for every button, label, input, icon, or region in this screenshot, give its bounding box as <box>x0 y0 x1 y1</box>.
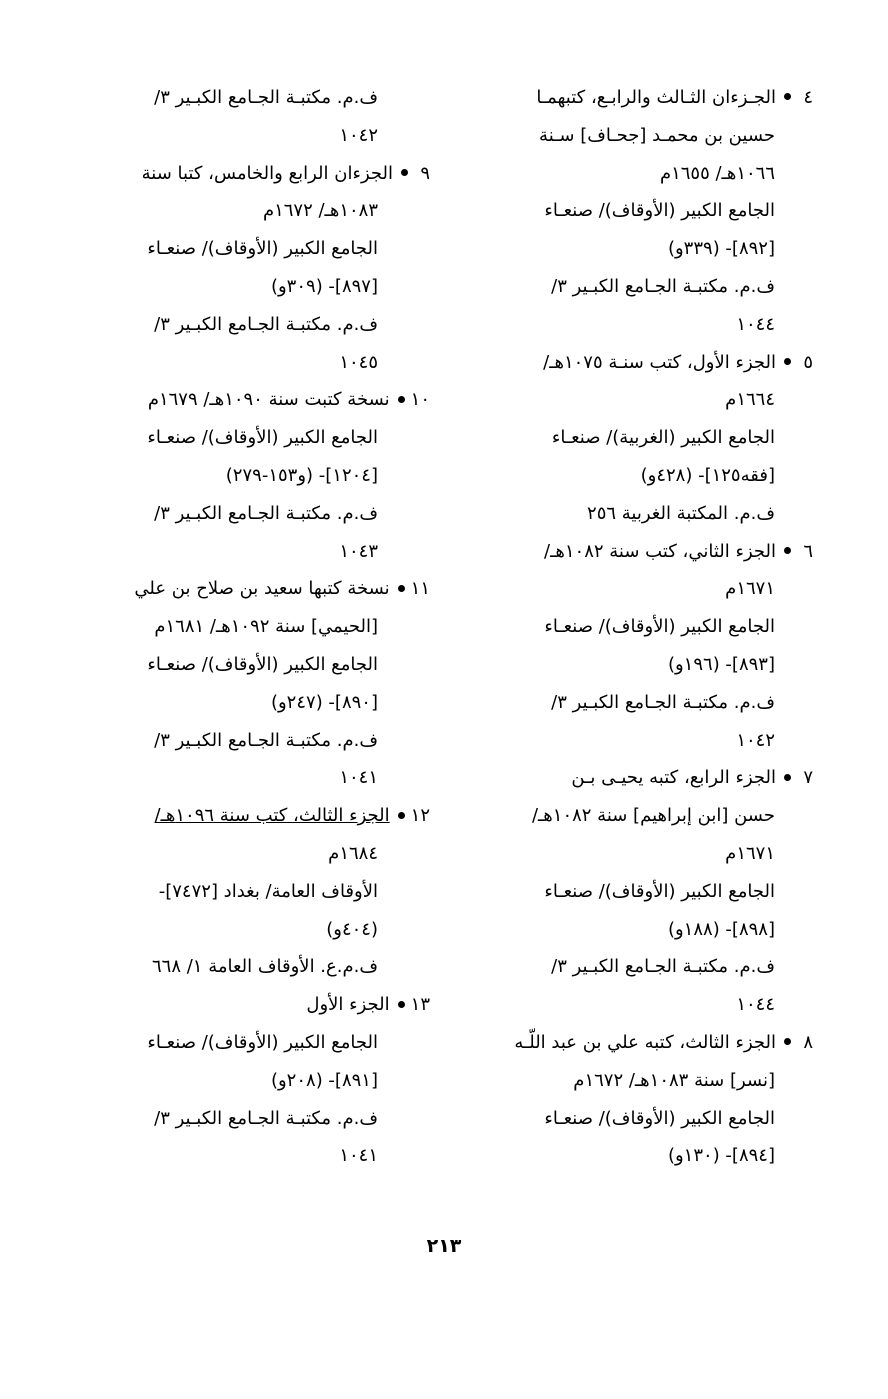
entry-line: ف.م. مكتبـة الجـامع الكبـير ٣/ <box>551 275 775 297</box>
entry-number: ٥ <box>803 351 813 373</box>
entry-line <box>473 344 813 382</box>
entry-number: ٦ <box>803 540 813 562</box>
entry-line: الجامع الكبير (الأوقاف)/ صنعـاء <box>544 1107 775 1129</box>
entry-line: الجامع الكبير (الأوقاف)/ صنعـاء <box>544 616 775 638</box>
entry-number: ٨ <box>803 1031 813 1053</box>
entry-number: ١٢ <box>410 805 430 827</box>
entry-line: ف.م. مكتبـة الجـامع الكبـير ٣/ <box>154 1107 378 1129</box>
entry-line: الجامع الكبير (الأوقاف)/ صنعـاء <box>147 427 378 449</box>
entry-line: الجامع الكبير (الأوقاف)/ صنعـاء <box>147 1031 378 1053</box>
bullet-icon <box>784 774 791 781</box>
entry-line: حسين بن محمـد [جحـاف] سـنة <box>539 124 775 146</box>
entry-10 <box>90 381 430 570</box>
bullet-icon <box>398 1001 405 1008</box>
entry-text: نسخة كتبها سعيد بن صلاح بن علي <box>134 578 390 600</box>
entry-number: ٤ <box>803 87 813 108</box>
entry-text: الجزء الثالث، كتبه علي بن عبد اللّـه <box>514 1031 776 1053</box>
entry-text: الجزء الأول، كتب سنـة ١٠٧٥هـ/ <box>543 351 776 373</box>
entry-line: ف.م. مكتبـة الجـامع الكبـير ٣/ <box>154 502 378 524</box>
entry-text: الجزء الرابع، كتبه يحيـى بـن <box>571 767 776 789</box>
entry-line: (٤٠٤و) <box>326 918 378 940</box>
entry-line: ف.م. مكتبـة الجـامع الكبـير ٣/ <box>551 691 775 713</box>
entry-12 <box>90 797 430 986</box>
entry-number: ٧ <box>803 767 813 789</box>
entry-4 <box>473 79 813 344</box>
entry-line: ف.م. المكتبة الغربية ٢٥٦ <box>587 502 775 524</box>
entry-line: ١٦٧١م <box>725 578 775 600</box>
entry-line: الجامع الكبير (الأوقاف)/ صنعـاء <box>147 653 378 675</box>
bullet-icon <box>398 396 405 403</box>
entry-line: [نسر] سنة ١٠٨٣هـ/ ١٦٧٢م <box>573 1069 775 1091</box>
entry-6 <box>473 533 813 760</box>
entry-text: نسخة كتبت سنة ١٠٩٠هـ/ ١٦٧٩م <box>147 389 390 411</box>
entry-text: الجزء الثالث، كتب سنة ١٠٩٦هـ/ <box>154 805 390 827</box>
right-column <box>473 79 813 1175</box>
entry-line: ف.م. مكتبـة الجـامع الكبـير ٣/ <box>154 313 378 335</box>
entry-number: ١٣ <box>410 994 430 1016</box>
entry-line: حسن [ابن إبراهيم] سنة ١٠٨٢هـ/ <box>531 805 775 827</box>
bullet-icon <box>784 93 791 100</box>
entry-line: [٨٩٢]- (٣٣٩و) <box>667 238 775 260</box>
bullet-icon <box>401 169 408 176</box>
bullet-icon <box>784 358 791 365</box>
entry-line: ١٠٨٣هـ/ ١٦٧٢م <box>262 200 378 222</box>
entry-line: [فقه١٢٥]- (٤٢٨و) <box>640 464 775 486</box>
bullet-icon <box>784 547 791 554</box>
entry-7 <box>473 759 813 1024</box>
left-column <box>90 79 430 1175</box>
entry-line: الجامع الكبير (الأوقاف)/ صنعـاء <box>147 238 378 260</box>
entry-line: الأوقاف العامة/ بغداد [٧٤٧٢]- <box>158 880 378 902</box>
entry-text: الجزءان الرابع والخامس، كتبا سنة <box>141 162 393 184</box>
entry-line: الجامع الكبير (الأوقاف)/ صنعـاء <box>544 880 775 902</box>
entry-line: ١٦٦٤م <box>725 389 775 411</box>
entry-line: ١٠٤١ <box>339 767 378 789</box>
entry-line: ١٠٤١ <box>339 1145 378 1167</box>
entry-number: ٩ <box>420 162 430 184</box>
entry-line: [٨٩٣]- (١٩٦و) <box>667 653 775 675</box>
entry-line <box>90 797 430 835</box>
entry-8-continued <box>90 79 430 155</box>
entry-line: [٨٩٠]- (٢٤٧و) <box>270 691 378 713</box>
bullet-icon <box>784 1038 791 1045</box>
entry-line: [٨٩٤]- (١٣٠و) <box>667 1145 775 1167</box>
entry-line: [١٢٠٤]- (و١٥٣-٢٧٩) <box>225 464 378 486</box>
entry-line <box>90 155 430 193</box>
entry-line: ١٠٤٥ <box>339 351 378 373</box>
page-number: ٢١٣ <box>426 1235 462 1257</box>
entry-line <box>90 570 430 608</box>
entry-number: ١١ <box>410 578 430 600</box>
entry-line: [الحيمي] سنة ١٠٩٢هـ/ ١٦٨١م <box>154 616 378 638</box>
entry-line: ف.م. مكتبـة الجـامع الكبـير ٣/ <box>551 956 775 978</box>
entry-line: [٨٩٨]- (١٨٨و) <box>667 918 775 940</box>
entry-line: ١٦٧١م <box>725 842 775 864</box>
entry-8 <box>473 1024 813 1175</box>
entry-5 <box>473 344 813 533</box>
entry-line: ١٠٤٤ <box>736 313 775 335</box>
entry-number: ١٠ <box>410 389 430 411</box>
entry-line: ١٠٦٦هـ/ ١٦٥٥م <box>659 162 775 184</box>
entry-line: الجامع الكبير (الغربية)/ صنعـاء <box>551 427 775 449</box>
entry-line: ١٦٨٤م <box>328 842 378 864</box>
entry-11 <box>90 570 430 797</box>
entry-line: ف.م. مكتبـة الجـامع الكبـير ٣/ <box>154 87 378 108</box>
entry-line: [٨٩١]- (٢٠٨و) <box>270 1069 378 1091</box>
entry-line <box>90 986 430 1024</box>
entry-text: الجـزءان الثـالث والرابـع، كتبهمـا <box>536 87 776 108</box>
entry-line <box>473 1024 813 1062</box>
entry-line: الجامع الكبير (الأوقاف)/ صنعـاء <box>544 200 775 222</box>
entry-line: [٨٩٧]- (٣٠٩و) <box>270 275 378 297</box>
entry-line <box>473 759 813 797</box>
entry-13 <box>90 986 430 1175</box>
entry-line <box>90 381 430 419</box>
entry-line: ١٠٤٣ <box>339 540 378 562</box>
entry-line: ١٠٤٢ <box>339 124 378 146</box>
entry-line: ف.م. مكتبـة الجـامع الكبـير ٣/ <box>154 729 378 751</box>
entry-line: ف.م.ع. الأوقاف العامة ١/ ٦٦٨ <box>151 956 378 978</box>
bullet-icon <box>398 585 405 592</box>
entry-line <box>473 533 813 571</box>
entry-text: الجزء الثاني، كتب سنة ١٠٨٢هـ/ <box>544 540 776 562</box>
entry-line <box>473 79 813 117</box>
entry-9 <box>90 155 430 382</box>
bullet-icon <box>398 812 405 819</box>
entry-line: ١٠٤٤ <box>736 994 775 1016</box>
entry-line: ١٠٤٢ <box>736 729 775 751</box>
entry-text: الجزء الأول <box>306 994 390 1016</box>
